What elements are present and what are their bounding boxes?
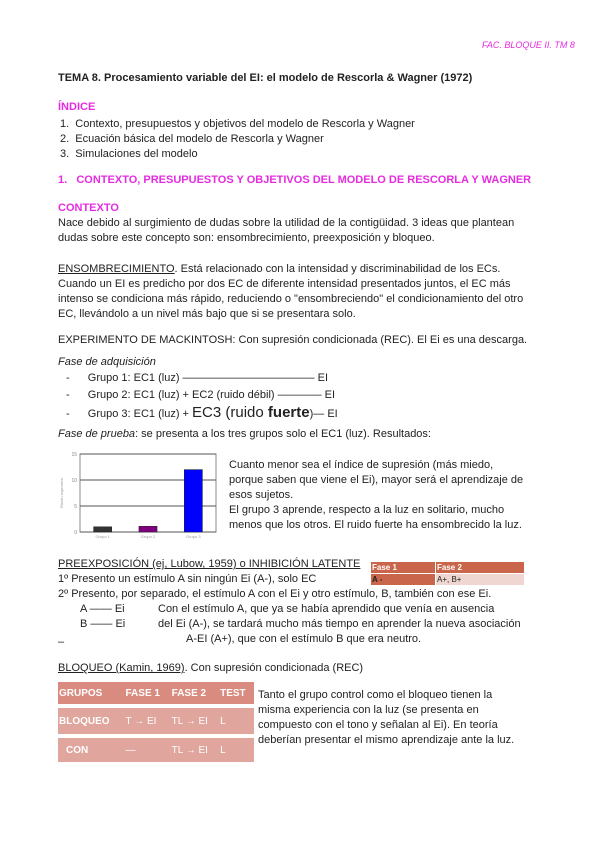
y-tick-label: 0 bbox=[74, 530, 77, 536]
y-tick-label: 15 bbox=[71, 452, 77, 458]
x-tick-label: Grupo 2 bbox=[140, 534, 156, 539]
bar bbox=[94, 527, 112, 532]
index-item: 3. Simulaciones del modelo bbox=[60, 148, 198, 160]
preexp-line: del Ei (A-), se tardará mucho más tiempo en aprender la nueva asociación bbox=[158, 618, 521, 630]
index-item: 2. Ecuación básica del modelo de Rescorla y Wagner bbox=[60, 133, 324, 145]
chart-explanation: Cuanto menor sea el índice de supresión (más miedo, porque saben que viene el Ei), mayor será el aprendizaje de esos sujetos. El grupo 3 aprende, respecto a la luz en solitario, mucho menos que los otros. El ruido fuerte ha ensombrecido la luz. bbox=[229, 459, 524, 531]
group-item: - Grupo 2: EC1 (luz) + EC2 (ruido débil) ———— EI bbox=[66, 389, 336, 401]
section-heading: 1. CONTEXTO, PRESUPUESTOS Y OBJETIVOS DEL MODELO DE RESCORLA Y WAGNER bbox=[58, 174, 532, 186]
group-item: - Grupo 3: EC1 (luz) + EC3 (ruido fuerte)— EI bbox=[66, 404, 338, 421]
dash: – bbox=[58, 636, 65, 648]
preexp-assoc: A —— Ei bbox=[80, 603, 125, 615]
x-tick-label: Grupo 1 bbox=[95, 534, 110, 539]
page-title: TEMA 8. Procesamiento variable del EI: el modelo de Rescorla & Wagner (1972) bbox=[58, 72, 473, 84]
experiment-text: EXPERIMENTO DE MACKINTOSH: Con supresión condicionada (REC). El Ei es una descarga. bbox=[58, 334, 528, 346]
preexp-line: 1º Presento un estímulo A sin ningún Ei (A-), solo EC bbox=[58, 573, 317, 585]
bloqueo-heading: BLOQUEO (Kamin, 1969). Con supresión condicionada (REC) bbox=[58, 662, 364, 674]
preexposicion-heading: PREEXPOSICIÓN (ej, Lubow, 1959) o INHIBICIÓN LATENTE bbox=[58, 558, 361, 570]
fase-prueba-text: Fase de prueba: se presenta a los tres grupos solo el EC1 (luz). Resultados: bbox=[58, 428, 431, 440]
y-axis-label: Razón supresión bbox=[59, 477, 64, 509]
header-tag: FAC. BLOQUE II. TM 8 bbox=[482, 40, 575, 50]
index-item: 1. Contexto, presupuestos y objetivos del modelo de Rescorla y Wagner bbox=[60, 118, 415, 130]
y-tick-label: 5 bbox=[74, 504, 77, 510]
contexto-heading: CONTEXTO bbox=[58, 202, 119, 214]
preexp-line: Con el estímulo A, que ya se había aprendido que venía en ausencia bbox=[158, 603, 495, 615]
bloqueo-table: GRUPOS FASE 1 FASE 2 TEST BLOQUEO T → EI TL → EI L CON — TL → EI L bbox=[58, 678, 254, 766]
suppression-chart bbox=[58, 448, 218, 540]
index-heading: ÍNDICE bbox=[58, 101, 96, 113]
x-tick-label: Grupo 3 bbox=[186, 534, 201, 539]
bloqueo-text: Tanto el grupo control como el bloqueo tienen la misma experiencia con la luz (se presenta en compuesto con el tono y señalan al Ei). En teoría deberían presentar el mismo aprendizaje ante la luz. bbox=[258, 689, 515, 746]
bar bbox=[184, 470, 202, 532]
bar bbox=[139, 526, 157, 532]
preexp-line: 2º Presento, por separado, el estímulo A con el Ei y otro estímulo, B, también con ese Ei. bbox=[58, 588, 492, 600]
ensombrecimiento-text: ENSOMBRECIMIENTO. Está relacionado con la intensidad y discriminabilidad de los ECs. Cuando un EI es predicho por dos EC de diferente intensidad presentados juntos, el EC más intenso se condiciona más rápido, reduciendo o "ensombreciendo" el condicionamiento del otro EC, llevándolo a un nivel más bajo que si se presentara solo. bbox=[58, 263, 524, 320]
preexposicion-table: Fase 1 Fase 2 A - A+, B+ bbox=[370, 561, 525, 586]
groups-list bbox=[66, 370, 338, 423]
preexp-assoc: B —— Ei bbox=[80, 618, 126, 630]
index-list bbox=[60, 117, 415, 162]
y-tick-label: 10 bbox=[71, 478, 77, 484]
preexp-line: A-EI (A+), que con el estímulo B que era neutro. bbox=[186, 633, 422, 645]
group-item: - Grupo 1: EC1 (luz) ———————————— EI bbox=[66, 372, 329, 384]
contexto-text: Nace debido al surgimiento de dudas sobre la utilidad de la contigüidad. 3 ideas que plantean dudas sobre este concepto son: ensombrecimiento, preexposición y bloqueo. bbox=[58, 217, 515, 244]
fase-adquisicion-label: Fase de adquisición bbox=[58, 356, 156, 368]
